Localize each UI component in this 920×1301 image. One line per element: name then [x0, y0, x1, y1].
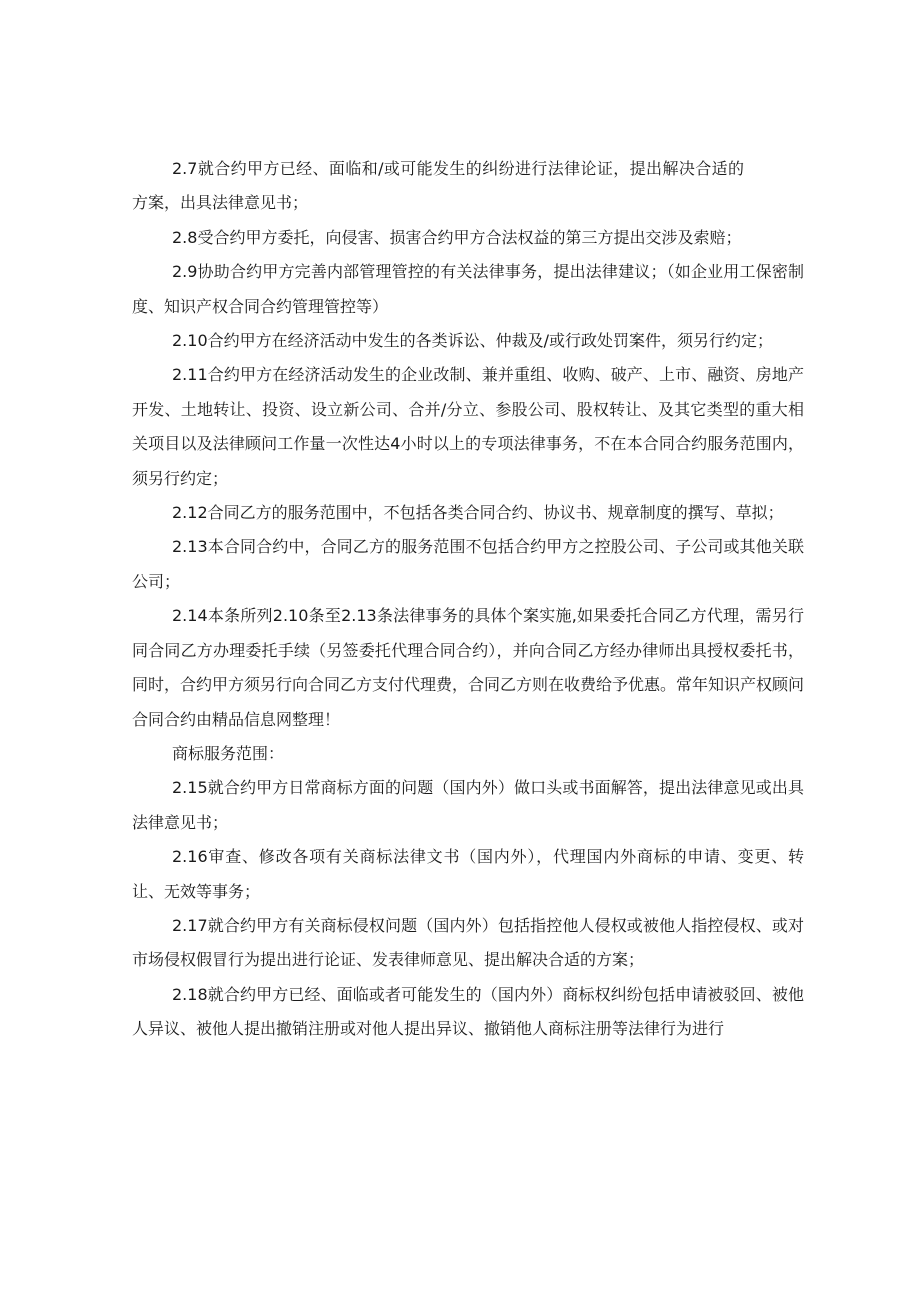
clause-2-14: 2.14本条所列2.10条至2.13条法律事务的具体个案实施,如果委托合同乙方代理，需另行同合同乙方办理委托手续（另签委托代理合同合约），并向合同乙方经办律师出具授权委托书，同时，合约甲方须另行向合同乙方支付代理费，合同乙方则在收费给予优惠。常年知识产权顾问合同合约由精品信息网整理！ — [132, 606, 805, 729]
clause-2-7: 2.7就合约甲方已经、面临和/或可能发生的纠纷进行法律论证，提出解决合适的方案，出具法律意见书； — [132, 159, 744, 213]
clause-2-11: 2.11合约甲方在经济活动发生的企业改制、兼并重组、收购、破产、上市、融资、房地产开发、土地转让、投资、设立新公司、合并/分立、参股公司、股权转让、及其它类型的重大相关项目以及法律顾问工作量一次性达4小时以上的专项法律事务，不在本合同合约服务范围内，须另行约定； — [132, 365, 804, 488]
clause-2-18: 2.18就合约甲方已经、面临或者可能发生的（国内外）商标权纠纷包括申请被驳回、被他人异议、被他人提出撤销注册或对他人提出异议、撤销他人商标注册等法律行为进行 — [132, 984, 804, 1039]
document-body — [132, 152, 804, 1047]
clause-2-12: 2.12合同乙方的服务范围中，不包括各类合同合约、协议书、规章制度的撰写、草拟； — [172, 503, 784, 523]
clause-2-15: 2.15就合约甲方日常商标方面的问题（国内外）做口头或书面解答，提出法律意见或出具法律意见书； — [132, 778, 804, 832]
clause-2-10: 2.10合约甲方在经济活动中发生的各类诉讼、仲裁及/或行政处罚案件，须另行约定； — [172, 331, 774, 351]
clause-2-17: 2.17就合约甲方有关商标侵权问题（国内外）包括指控他人侵权或被他人指控侵权、或对市场侵权假冒行为提出进行论证、发表律师意见、提出解决合适的方案； — [132, 915, 804, 970]
clause-2-16: 2.16审查、修改各项有关商标法律文书（国内外），代理国内外商标的申请、变更、转让、无效等事务； — [132, 847, 804, 901]
section-heading-trademark: 商标服务范围： — [172, 743, 285, 763]
clause-2-8: 2.8受合约甲方委托，向侵害、损害合约甲方合法权益的第三方提出交涉及索赔； — [172, 227, 742, 247]
clause-2-9: 2.9协助合约甲方完善内部管理管控的有关法律事务，提出法律建议；（如企业用工保密制度、知识产权合同合约管理管控等） — [132, 262, 804, 316]
clause-2-13: 2.13本合同合约中，合同乙方的服务范围不包括合约甲方之控股公司、子公司或其他关联公司； — [132, 537, 804, 591]
